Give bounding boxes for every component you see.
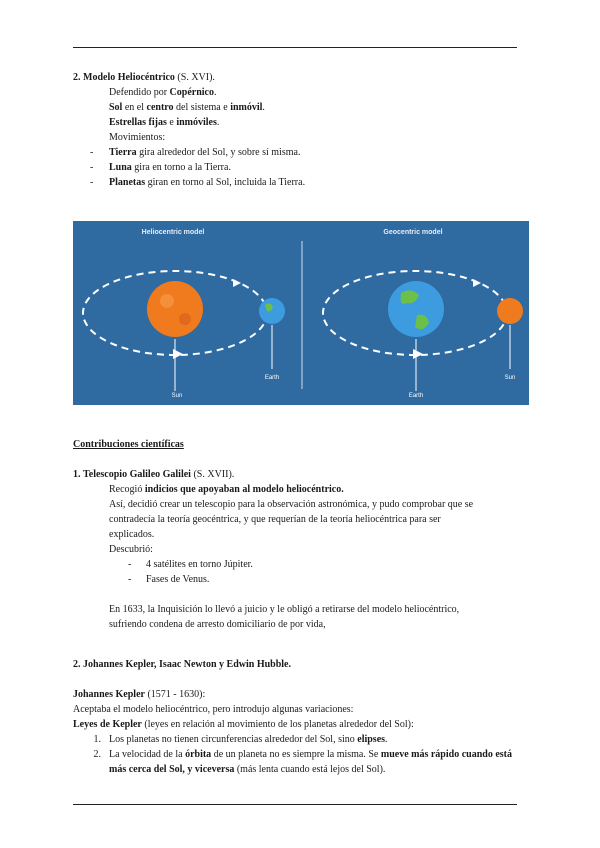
sun-label: Sun <box>171 393 183 399</box>
movements-label: Movimientos: <box>109 132 166 143</box>
list-item: - Planetas giran en torno al Sol, incluida la Tierra. <box>90 177 306 188</box>
list-item: - Tierra gira alrededor del Sol, y sobre sí misma. <box>90 147 301 158</box>
section-heliocentric <box>73 70 533 190</box>
paragraph-line: contradecía la teoría geocéntrica, y que requerían de la teoría heliocéntrica para ser <box>109 514 441 525</box>
sun-icon <box>147 281 203 337</box>
kepler-name-line: Johannes Kepler (1571 - 1630): <box>73 689 206 700</box>
models-figure <box>73 221 529 405</box>
section-title: 2. Modelo Heliocéntrico (S. XVI). <box>73 72 215 83</box>
sun-label: Sun <box>504 375 516 381</box>
laws-line: Leyes de Kepler (leyes en relación al movimiento de los planetas alrededor del Sol): <box>73 719 414 730</box>
earth-icon <box>259 298 285 324</box>
sun-icon <box>497 298 523 324</box>
accepted-line: Aceptaba el modelo heliocéntrico, pero introdujo algunas variaciones: <box>73 704 354 715</box>
heliocentric-title: Heliocentric model <box>141 229 205 236</box>
paragraph-line: sufriendo condena de arresto domiciliario de por vida, <box>109 619 326 630</box>
earth-label: Earth <box>408 393 424 399</box>
defended-line: Defendido por Copérnico. <box>109 87 217 98</box>
sun-line: Sol en el centro del sistema e inmóvil. <box>109 102 265 113</box>
models-illustration <box>73 221 529 405</box>
section-kepler <box>73 657 533 777</box>
paragraph-line: explicados. <box>109 529 155 540</box>
galileo-title: 1. Telescopio Galileo Galilei (S. XVII). <box>73 469 235 480</box>
gathered-line: Recogió indicios que apoyaban al modelo heliocéntrico. <box>109 484 344 495</box>
list-item: - 4 satélites en torno Júpiter. <box>128 559 253 570</box>
stars-line: Estrellas fijas e inmóviles. <box>109 117 220 128</box>
paragraph-line: Así, decidió crear un telescopio para la observación astronómica, y pudo comprobar que se <box>109 499 474 510</box>
earth-label: Earth <box>264 375 280 381</box>
bottom-rule <box>73 804 517 805</box>
contributions-heading: Contribuciones científicas <box>73 439 184 450</box>
paragraph-line: En 1633, la Inquisición lo llevó a juicio y le obligó a retirarse del modelo heliocéntrico, <box>109 604 460 615</box>
list-item: 1. Los planetas no tienen circunferencias alrededor del Sol, sino elipses. <box>93 734 388 745</box>
kepler-section-heading: 2. Johannes Kepler, Isaac Newton y Edwin Hubble. <box>73 659 291 670</box>
list-item: - Luna gira en torno a la Tierra. <box>90 162 231 173</box>
geocentric-title: Geocentric model <box>383 229 443 236</box>
discovered-label: Descubrió: <box>109 544 153 555</box>
section-contributions <box>73 437 533 632</box>
earth-icon <box>388 281 444 337</box>
top-rule <box>73 47 517 48</box>
list-item: 2. La velocidad de la órbita de un planeta no es siempre la misma. Se mueve más rápido cuando está más cerca del Sol, y viceversa (más lenta cuando está lejos del Sol). <box>93 749 513 775</box>
list-item: - Fases de Venus. <box>128 574 210 585</box>
